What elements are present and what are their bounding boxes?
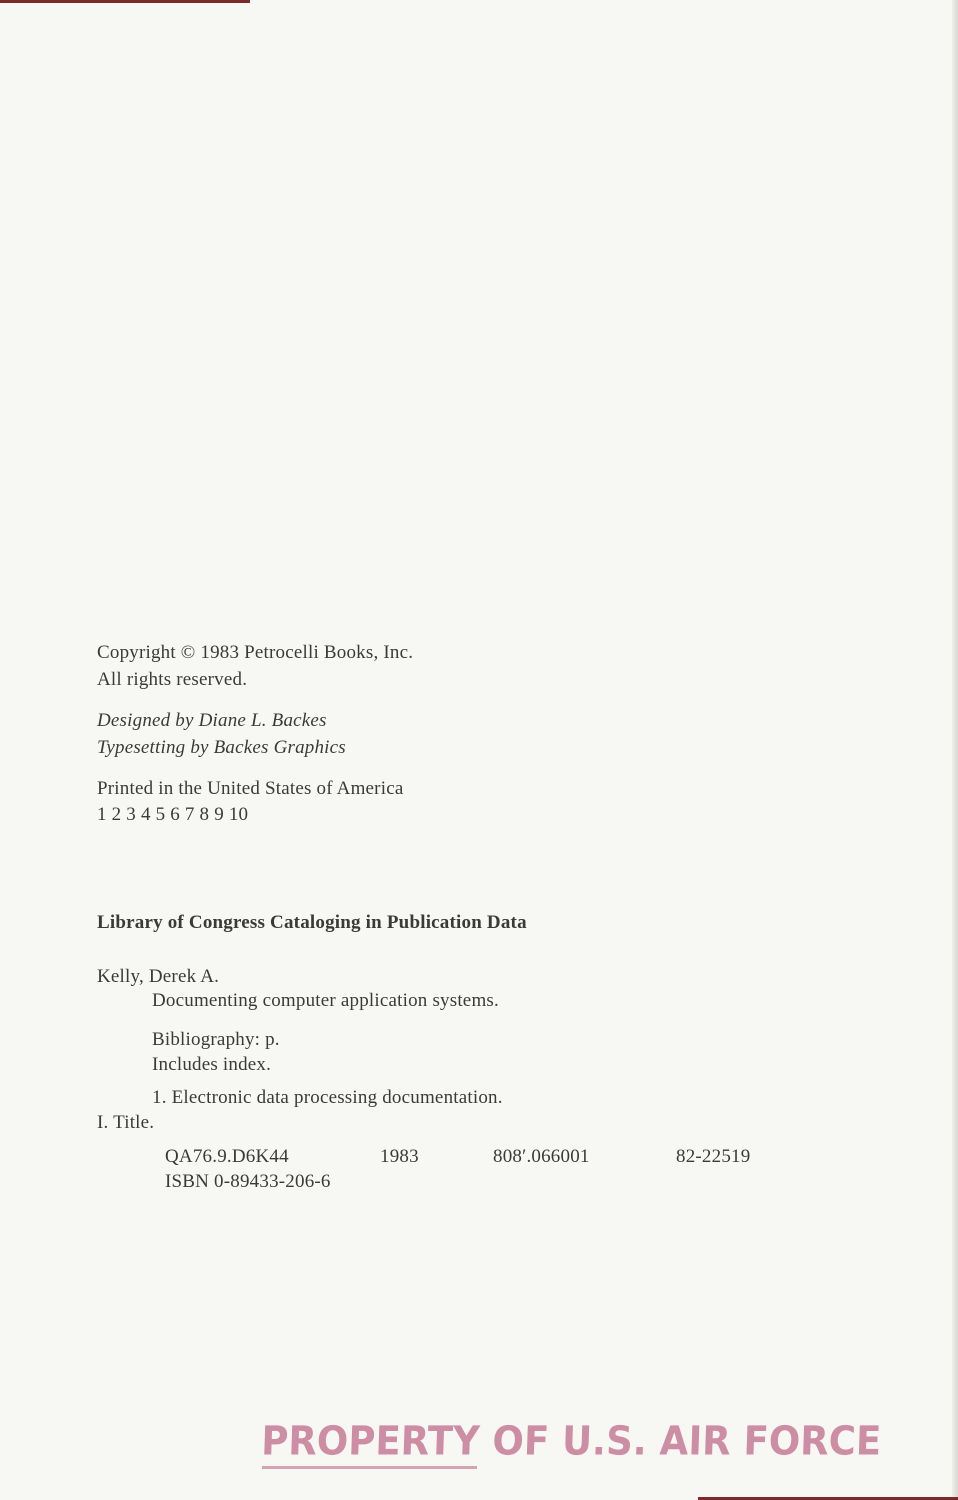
- cip-heading: Library of Congress Cataloging in Publication Data: [97, 912, 527, 933]
- copyright-line: Copyright © 1983 Petrocelli Books, Inc.: [97, 642, 414, 663]
- cip-isbn: ISBN 0-89433-206-6: [165, 1171, 331, 1192]
- print-number-line: 1 2 3 4 5 6 7 8 9 10: [97, 804, 249, 825]
- page-edge-right: [952, 0, 958, 1500]
- cip-call-number: QA76.9.D6K44: [165, 1146, 289, 1167]
- cip-lccn: 82-22519: [676, 1146, 751, 1167]
- cip-dewey: 808′.066001: [493, 1146, 590, 1167]
- property-stamp: PROPERTY OF U.S. AIR FORCE: [260, 1418, 882, 1465]
- typesetting-credit: Typesetting by Backes Graphics: [97, 737, 346, 758]
- cip-index: Includes index.: [152, 1054, 272, 1075]
- cip-author: Kelly, Derek A.: [97, 966, 220, 987]
- designer-credit: Designed by Diane L. Backes: [97, 710, 327, 731]
- rights-line: All rights reserved.: [97, 669, 248, 690]
- page-edge-top: [0, 0, 250, 3]
- cip-title: Documenting computer application systems.: [152, 990, 499, 1011]
- printed-in-line: Printed in the United States of America: [97, 778, 404, 799]
- stamp-underline: [262, 1466, 477, 1469]
- cip-year: 1983: [380, 1146, 419, 1167]
- cip-title-entry: I. Title.: [97, 1112, 155, 1133]
- cip-bibliography: Bibliography: p.: [152, 1029, 280, 1050]
- cip-subject: 1. Electronic data processing documentation.: [152, 1087, 503, 1108]
